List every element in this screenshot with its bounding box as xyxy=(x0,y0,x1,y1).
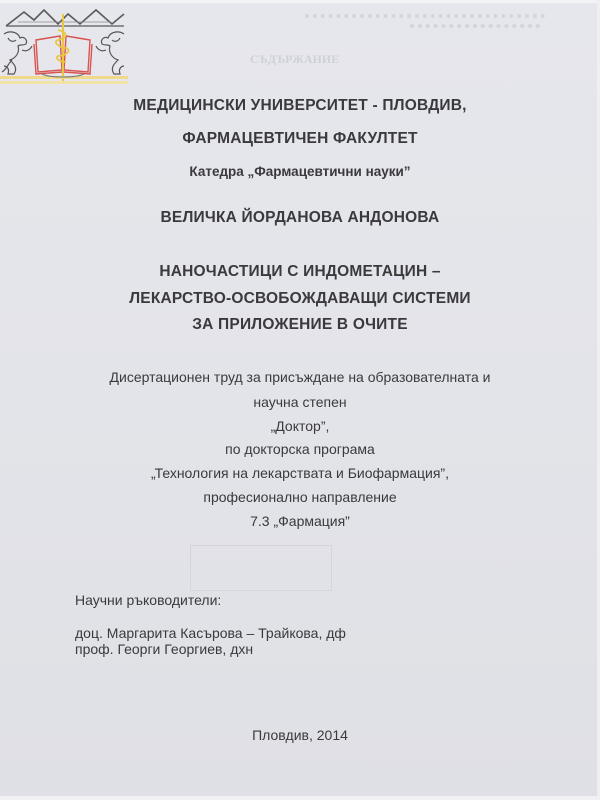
description-line-2: научна степен xyxy=(253,394,347,410)
description-line-4: по докторска програма xyxy=(225,441,375,457)
bleed-through-line xyxy=(410,24,540,28)
university-crest-icon xyxy=(0,0,128,86)
bleed-through-stamp xyxy=(190,545,332,591)
description-line-3: „Доктор”, xyxy=(270,418,330,434)
title-line-1: НАНОЧАСТИЦИ С ИНДОМЕТАЦИН – xyxy=(159,263,441,280)
university-name: МЕДИЦИНСКИ УНИВЕРСИТЕТ - ПЛОВДИВ, xyxy=(133,97,467,114)
title-line-3: ЗА ПРИЛОЖЕНИЕ В ОЧИТЕ xyxy=(192,316,408,333)
scan-edge-bottom xyxy=(0,796,600,800)
description-line-1: Дисертационен труд за присъждане на образователната и xyxy=(109,369,491,385)
bleed-through-heading: СЪДЪРЖАНИЕ xyxy=(250,52,340,66)
title-line-2: ЛЕКАРСТВО-ОСВОБОЖДАВАЩИ СИСТЕМИ xyxy=(129,290,471,307)
description-line-5: „Технология на лекарствата и Биофармация”, xyxy=(151,465,449,481)
description-line-6: професионално направление xyxy=(203,489,397,505)
bleed-through-line xyxy=(305,14,545,19)
description-line-7: 7.3 „Фармация” xyxy=(250,513,350,529)
supervisor-1: доц. Маргарита Касърова – Трайкова, дф xyxy=(75,625,346,641)
supervisor-2: проф. Георги Георгиев, дхн xyxy=(75,641,254,657)
faculty-name: ФАРМАЦЕВТИЧЕН ФАКУЛТЕТ xyxy=(182,130,418,147)
place-year: Пловдив, 2014 xyxy=(252,727,348,743)
supervisors-label: Научни ръководители: xyxy=(75,592,222,608)
department-name: Катедра „Фармацевтични науки” xyxy=(189,164,411,179)
author-name: ВЕЛИЧКА ЙОРДАНОВА АНДОНОВА xyxy=(160,209,440,226)
